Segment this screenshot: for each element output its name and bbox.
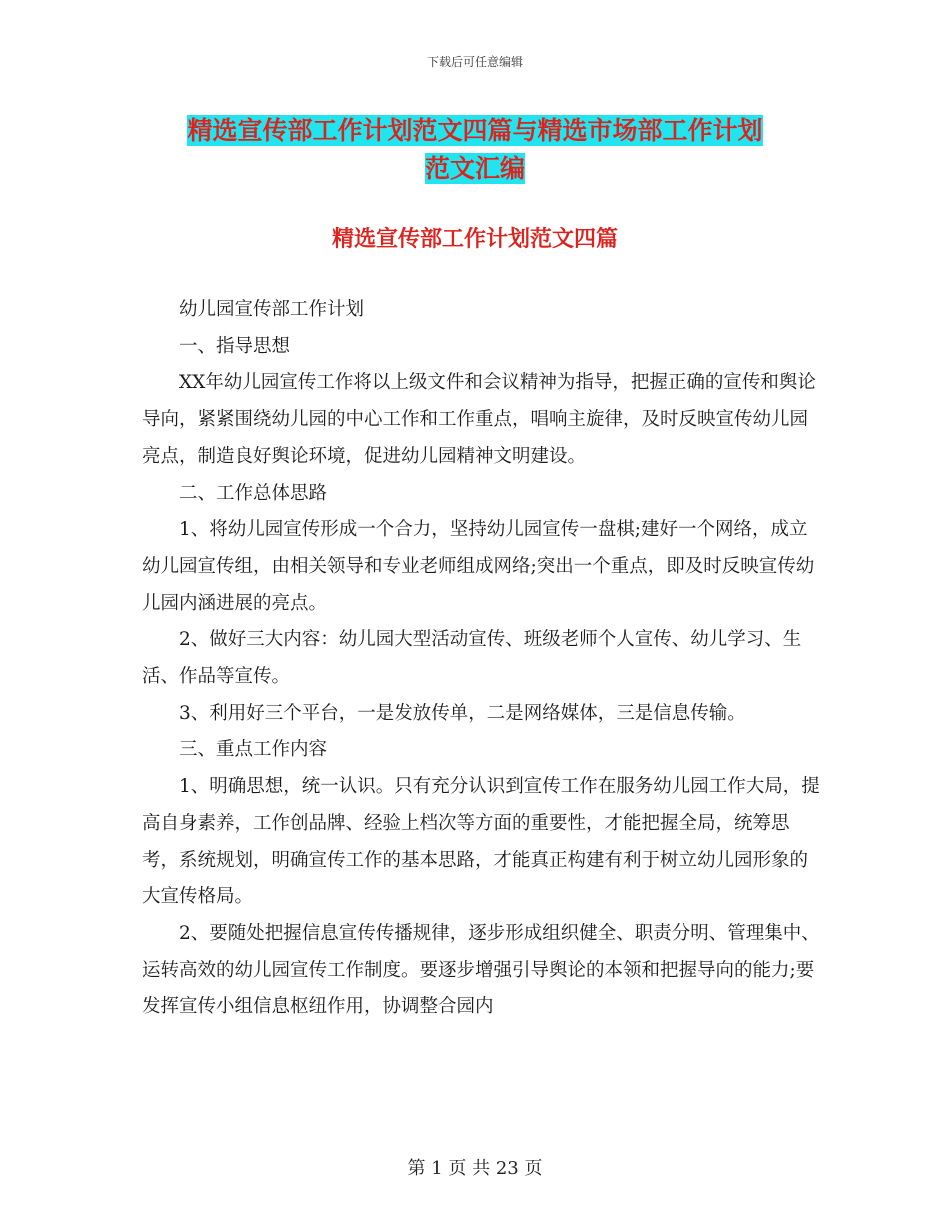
- header-note: 下载后可任意编辑: [426, 55, 523, 69]
- paragraph: 幼儿园宣传部工作计划: [179, 299, 365, 320]
- paragraph: 1、明确思想，统一认识。只有充分认识到宣传工作在服务幼儿园工作大局，提高自身素养，工作创品牌、经验上档次等方面的重要性，才能把握全局，统筹思考，系统规划，明确宣传工作的基本思路，才能真正构建有利于树立幼儿园形象的大宣传格局。: [142, 776, 820, 908]
- paragraph: 三、重点工作内容: [179, 739, 328, 761]
- page-footer: 第 1 页 共 23 页: [407, 1158, 543, 1179]
- paragraph: 2、要随处把握信息宣传传播规律，逐步形成组织健全、职责分明、管理集中、运转高效的幼儿园宣传工作制度。要逐步增强引导舆论的本领和把握导向的能力;要发挥宣传小组信息枢纽作用，协调整合园内: [142, 922, 820, 1018]
- title-line-1: 精选宣传部工作计划范文四篇与精选市场部工作计划: [187, 116, 763, 145]
- paragraph: 1、将幼儿园宣传形成一个合力，坚持幼儿园宣传一盘棋;建好一个网络，成立幼儿园宣传组，由相关领导和专业老师组成网络;突出一个重点，即及时反映宣传幼儿园内涵进展的亮点。: [142, 519, 815, 614]
- title-line-2: 范文汇编: [424, 154, 525, 183]
- paragraph: 3、利用好三个平台，一是发放传单，二是网络媒体，三是信息传输。: [179, 702, 746, 724]
- section-title: 精选宣传部工作计划范文四篇: [331, 227, 618, 252]
- document-body: [142, 292, 822, 1026]
- paragraph: 二、工作总体思路: [179, 482, 328, 504]
- paragraph: XX年幼儿园宣传工作将以上级文件和会议精神为指导，把握正确的宣传和舆论导向，紧紧围绕幼儿园的中心工作和工作重点，唱响主旋律，及时反映宣传幼儿园亮点，制造良好舆论环境，促进幼儿园精神文明建设。: [142, 372, 816, 467]
- paragraph: 2、做好三大内容：幼儿园大型活动宣传、班级老师个人宣传、幼儿学习、生活、作品等宣传。: [142, 629, 802, 688]
- document-title: [140, 112, 810, 188]
- paragraph: 一、指导思想: [179, 335, 291, 357]
